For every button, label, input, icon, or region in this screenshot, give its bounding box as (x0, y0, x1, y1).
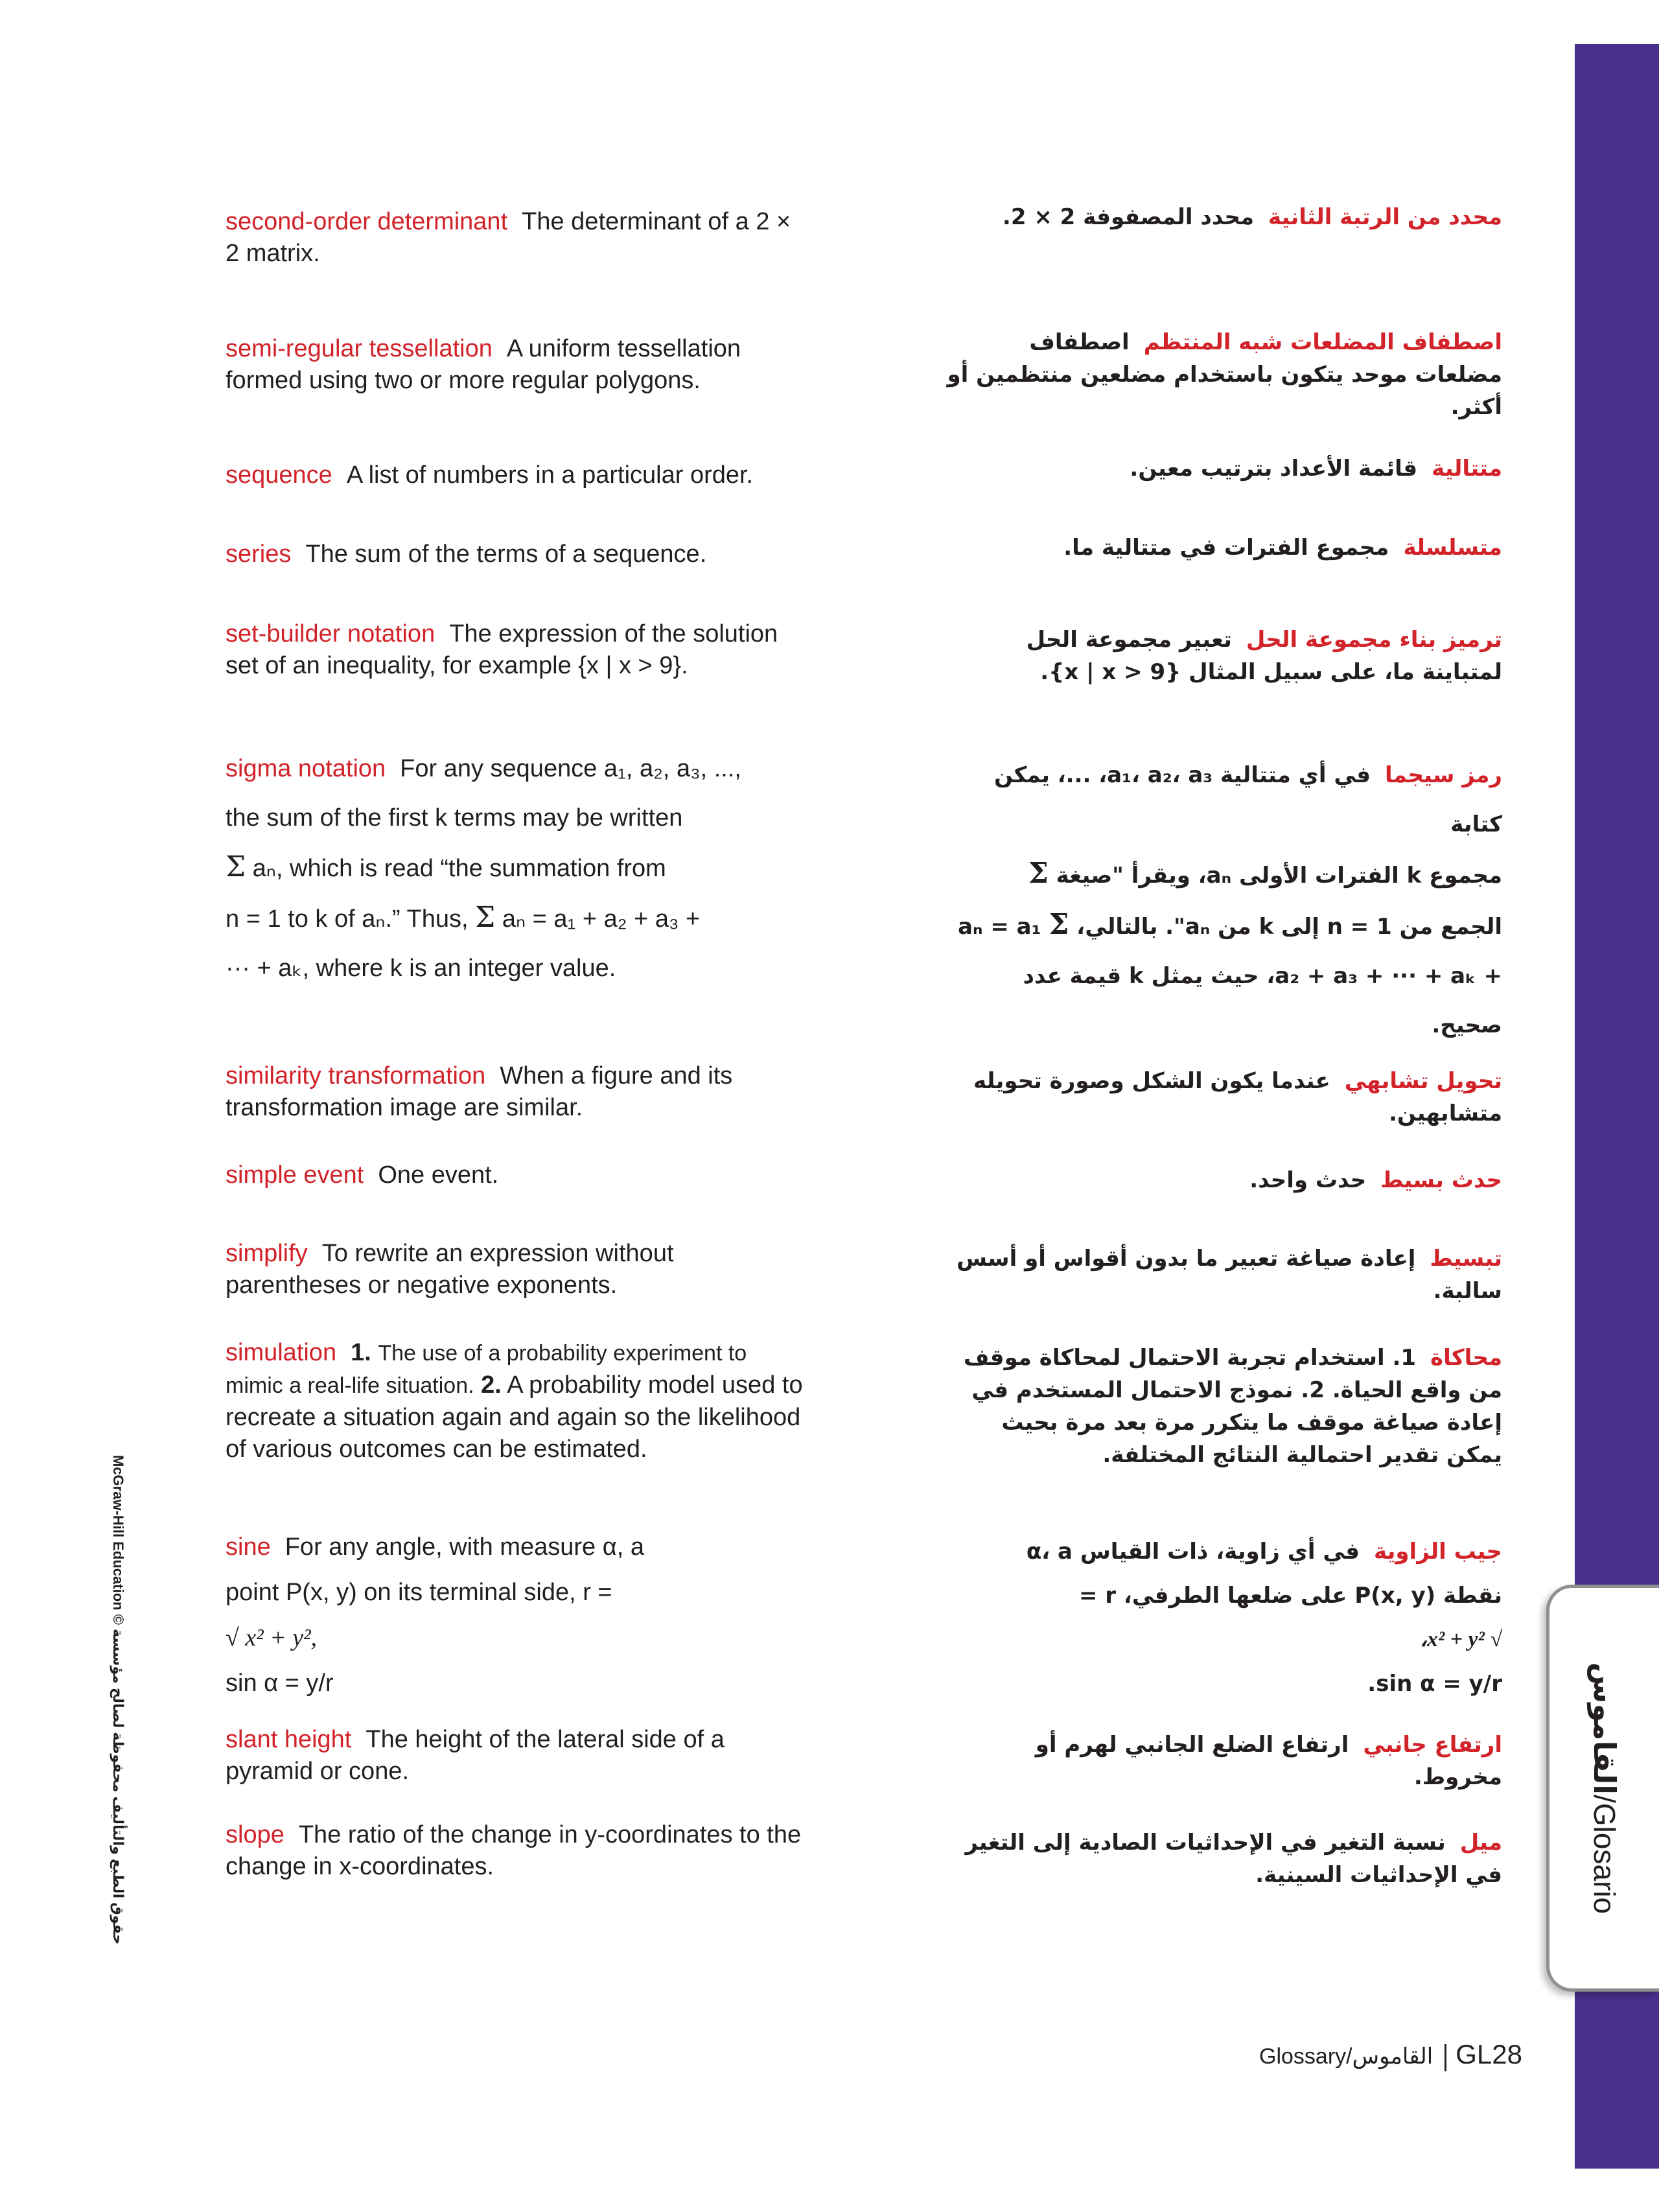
definition-ar-line-2: مجموع k الفترات الأولى aₙ، ويقرأ "صيغة (1056, 863, 1502, 889)
definition-ar: تعبير مجموعة الحل لمتباينة ما، على سبيل المثال {x | x > 9}. (1026, 627, 1502, 685)
entry-ar-second-order-determinant (945, 201, 1502, 233)
definition-en-number-1: 1. (351, 1339, 371, 1366)
term-en: semi-regular tessellation (226, 335, 493, 362)
term-ar: اصطفاف المضلعات شبه المنتظم (1143, 329, 1502, 355)
entry-en-slope (226, 1819, 806, 1883)
page-number: GL28 (1456, 2039, 1522, 2069)
term-ar: حدث بسيط (1380, 1167, 1502, 1193)
definition-ar: حدث واحد. (1249, 1167, 1367, 1193)
definition-ar-line-5: صحيح. (1432, 1012, 1502, 1038)
definition-en: The determinant of a 2 × 2 matrix. (226, 208, 791, 267)
definition-en-line-4: sin α = y/r (226, 1670, 334, 1697)
entry-ar-sigma-notation (945, 751, 1502, 1050)
sigma-symbol: Σ (475, 901, 496, 934)
definition-ar: عندما يكون الشكل وصورة تحويله متشابهين. (973, 1068, 1502, 1126)
term-ar: تحويل تشابهي (1344, 1068, 1502, 1094)
sigma-symbol: Σ (226, 850, 246, 883)
definition-ar: 1. استخدام تجربة الاحتمال لمحاكاة موقف من واقع الحياة. 2. نموذج الاحتمال المستخدم في إعادة صياغة موقف ما يتكرر مرة بعد مرة بحيث يمكن تقدير احتمالية النتائج المختلفة. (963, 1345, 1502, 1468)
term-ar: ترميز بناء مجموعة الحل (1246, 627, 1502, 653)
definition-en-line-5: aₙ = a₁ + a₂ + a₃ + (502, 905, 701, 933)
page-footer (1259, 2039, 1522, 2071)
definition-en: A uniform tessellation formed using two or more regular polygons. (226, 335, 741, 394)
term-en: slope (226, 1821, 284, 1848)
entry-en-semi-regular-tessellation (226, 333, 806, 397)
definition-ar-line-4: sin α = y/r. (1367, 1671, 1502, 1697)
definition-en-line-3: √ x² + y², (226, 1624, 318, 1651)
definition-ar: نسبة التغير في الإحداثيات الصادية إلى التغير في الإحداثيات السينية. (965, 1830, 1502, 1888)
entry-en-sine (226, 1524, 806, 1706)
entry-ar-series (945, 531, 1502, 564)
definition-en: The expression of the solution set of an inequality, for example {x | x > 9}. (226, 620, 778, 679)
definition-en-line-4: n = 1 to k of aₙ.” Thus, (226, 905, 469, 933)
definition-en: The sum of the terms of a sequence. (305, 541, 707, 568)
definition-ar: اصطفاف مضلعات موحد يتكون باستخدام مضلعين منتظمين أو أكثر. (947, 329, 1502, 420)
term-en: simplify (226, 1240, 308, 1267)
term-ar: ميل (1459, 1830, 1502, 1856)
entry-ar-sine (945, 1530, 1502, 1706)
term-ar: تبسيط (1430, 1246, 1502, 1272)
definition-ar-line-1: في أي زاوية، ذات القياس α، a (1026, 1539, 1360, 1565)
definition-ar: مجموع الفترات في متتالية ما. (1063, 535, 1389, 561)
term-en: simple event (226, 1161, 364, 1189)
definition-ar-line-4: + a₂ + a₃ + ··· + aₖ، حيث يمثل k قيمة عدد (1023, 963, 1502, 989)
definition-en: To rewrite an expression without parentheses or negative exponents. (226, 1240, 674, 1299)
definition-en-line-3: aₙ, which is read “the summation from (252, 855, 666, 882)
entry-ar-simplify (945, 1242, 1502, 1307)
entry-ar-semi-regular-tessellation (945, 326, 1502, 423)
copyright-notice: McGraw-Hill Education © حقوق الطبع والتأليف محفوظة لصالح مؤسسة (110, 1455, 126, 1945)
definition-ar: محدد المصفوفة 2 × 2. (1002, 204, 1255, 230)
entry-en-sequence (226, 460, 806, 491)
entry-ar-simulation (945, 1342, 1502, 1471)
entry-ar-similarity-transformation (945, 1065, 1502, 1130)
term-en: series (226, 541, 292, 568)
entry-ar-slant-height (945, 1729, 1502, 1793)
sigma-symbol: Σ (1028, 857, 1049, 890)
entry-ar-set-builder-notation (945, 623, 1502, 688)
definition-ar-line-1: في أي متتالية a₁، a₂، a₃، ...، يمكن كتابة (993, 762, 1502, 837)
entry-en-series (226, 539, 806, 570)
definition-en-line-1: For any angle, with measure α, a (284, 1533, 644, 1561)
definition-en: When a figure and its transformation image are similar. (226, 1062, 733, 1121)
term-ar: متتالية (1432, 456, 1502, 482)
term-ar: رمز سيجما (1385, 762, 1502, 788)
definition-en: The ratio of the change in y-coordinates to the change in x-coordinates. (226, 1821, 802, 1880)
entry-en-simple-event (226, 1159, 806, 1191)
entry-en-simulation (226, 1337, 806, 1465)
definition-en: One event. (378, 1161, 499, 1189)
term-ar: محاكاة (1430, 1345, 1502, 1371)
term-en: sine (226, 1533, 271, 1561)
entry-ar-sequence (945, 452, 1502, 485)
definition-en-line-2: point P(x, y) on its terminal side, r = (226, 1579, 612, 1606)
term-ar: جيب الزاوية (1374, 1539, 1502, 1565)
definition-en-line-6: ··· + aₖ, where k is an integer value. (226, 955, 616, 982)
glossary-side-tab[interactable] (1546, 1585, 1659, 1992)
definition-ar-line-2: نقطة P(x, y) على ضلعها الطرفي، r = (1078, 1583, 1502, 1609)
entry-ar-simple-event (945, 1164, 1502, 1196)
term-en: sequence (226, 461, 332, 489)
definition-en-line-2: the sum of the first k terms may be written (226, 804, 683, 832)
definition-ar: إعادة صياغة تعبير ما بدون أقواس أو أسس سالبة. (957, 1246, 1502, 1304)
term-ar: ارتفاع جانبي (1363, 1732, 1502, 1758)
definition-ar: قائمة الأعداد بترتيب معين. (1130, 456, 1418, 482)
side-tab-label-ar: القاموس (1587, 1662, 1621, 1795)
side-tab-label-en: /Glosario (1587, 1795, 1621, 1915)
entry-en-similarity-transformation (226, 1060, 806, 1124)
definition-en: A list of numbers in a particular order. (346, 461, 754, 489)
footer-label: Glossary/القاموس (1259, 2044, 1433, 2069)
entry-ar-slope (945, 1826, 1502, 1891)
definition-en: The height of the lateral side of a pyramid or cone. (226, 1726, 725, 1785)
definition-en-part-1: The use of a probability experiment to mimic a real-life situation. (226, 1341, 747, 1398)
definition-en-part-2: A probability model used to recreate a situation again and again so the likelihood of various outcomes can be estimated. (226, 1371, 803, 1463)
definition-ar-line-3: √ x² + y²، (1419, 1627, 1502, 1651)
entry-en-second-order-determinant (226, 206, 806, 270)
term-en: similarity transformation (226, 1062, 486, 1089)
definition-ar-line-3: الجمع من n = 1 إلى k من aₙ". بالتالي، aₙ = a₁ (958, 914, 1502, 940)
term-en: set-builder notation (226, 620, 435, 647)
term-en: simulation (226, 1339, 337, 1366)
definition-en-line-1: For any sequence a₁, a₂, a₃, ..., (400, 755, 741, 782)
term-en: second-order determinant (226, 208, 508, 235)
entry-en-slant-height (226, 1724, 806, 1787)
entry-en-sigma-notation (226, 744, 806, 993)
term-en: slant height (226, 1726, 352, 1753)
footer-divider (1444, 2044, 1446, 2071)
term-en: sigma notation (226, 755, 386, 782)
entry-en-simplify (226, 1238, 806, 1301)
term-ar: محدد من الرتبة الثانية (1268, 204, 1502, 230)
definition-ar: ارتفاع الضلع الجانبي لهرم أو مخروط. (1035, 1732, 1502, 1790)
definition-en-number-2: 2. (481, 1371, 502, 1399)
entry-en-set-builder-notation (226, 618, 806, 682)
sigma-symbol: Σ (1049, 908, 1069, 941)
term-ar: متسلسلة (1403, 535, 1502, 561)
